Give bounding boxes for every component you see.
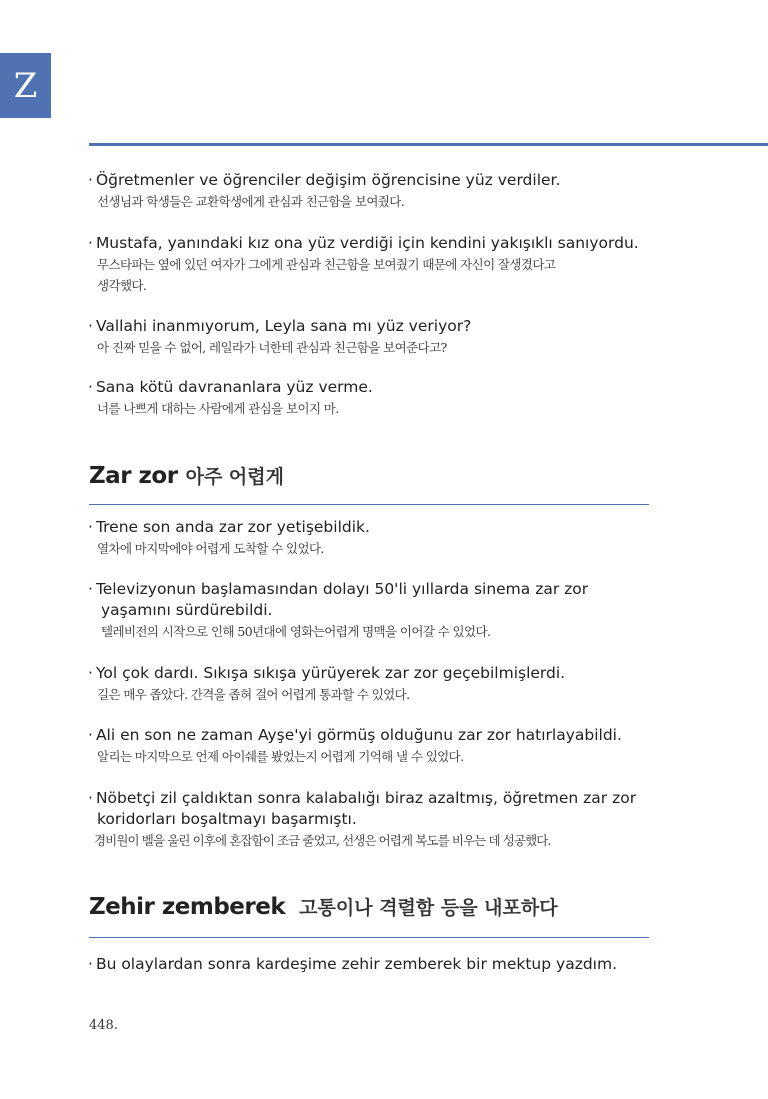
korean-translation: 경비원이 벨을 울린 이후에 혼잡함이 조금 줄었고, 선생은 어렵게 복도를 비우는 데 성공했다.	[94, 833, 551, 848]
section-gloss: 아주 어렵게	[185, 466, 284, 488]
example-item	[88, 377, 648, 419]
korean-translation: 선생님과 학생들은 교환학생에게 관심과 친근함을 보여줬다.	[97, 194, 405, 209]
example-item	[88, 233, 648, 296]
example-item	[88, 579, 648, 642]
turkish-sentence: · Mustafa, yanındaki kız ona yüz verdiği için kendini yakışıklı sanıyordu.	[88, 234, 639, 252]
top-divider	[89, 143, 768, 146]
example-item	[88, 517, 648, 559]
section-divider	[89, 504, 649, 505]
turkish-sentence-cont: yaşamını sürdürebildi.	[101, 601, 273, 619]
section-heading	[89, 462, 649, 489]
example-item	[88, 663, 648, 705]
korean-translation: 텔레비전의 시작으로 인해 50년대에 영화는어렵게 명맥을 이어갈 수 있었다.	[101, 624, 491, 639]
chapter-letter-tab: Z	[0, 53, 51, 118]
turkish-sentence: · Ali en son ne zaman Ayşe'yi görmüş olduğunu zar zor hatırlayabildi.	[88, 726, 622, 744]
page-number: 448.	[89, 1018, 118, 1033]
turkish-sentence: · Sana kötü davrananlara yüz verme.	[88, 378, 373, 396]
korean-translation: 아 진짜 믿을 수 없어, 레일라가 너한테 관심과 친근함을 보여준다고?	[97, 340, 447, 355]
example-item	[88, 788, 648, 851]
turkish-sentence: · Televizyonun başlamasından dolayı 50'li yıllarda sinema zar zor	[88, 580, 589, 598]
example-item	[88, 954, 648, 975]
section-gloss: 고통이나 격렬함 등을 내포하다	[299, 897, 558, 919]
turkish-sentence: · Vallahi inanmıyorum, Leyla sana mı yüz veriyor?	[88, 317, 472, 335]
turkish-sentence: · Öğretmenler ve öğrenciler değişim öğrencisine yüz verdiler.	[88, 171, 561, 189]
section-divider	[89, 937, 649, 938]
turkish-sentence: · Nöbetçi zil çaldıktan sonra kalabalığı biraz azaltmış, öğretmen zar zor	[88, 789, 637, 807]
korean-translation: 너를 나쁘게 대하는 사람에게 관심을 보이지 마.	[97, 401, 339, 416]
turkish-sentence: · Yol çok dardı. Sıkışa sıkışa yürüyerek zar zor geçebilmişlerdi.	[88, 664, 566, 682]
example-item	[88, 725, 648, 767]
section-term: Zar zor	[89, 463, 178, 489]
section-term: Zehir zemberek	[89, 894, 286, 920]
turkish-sentence: · Trene son anda zar zor yetişebildik.	[88, 518, 370, 536]
korean-translation-cont: 생각했다.	[97, 278, 147, 293]
example-item	[88, 170, 648, 212]
korean-translation: 알리는 마지막으로 언제 아이쉐를 봤었는지 어렵게 기억해 낼 수 있었다.	[97, 749, 464, 764]
korean-translation: 열차에 마지막에야 어렵게 도착할 수 있었다.	[97, 541, 324, 556]
turkish-sentence: · Bu olaylardan sonra kardeşime zehir zemberek bir mektup yazdım.	[88, 955, 617, 973]
example-item	[88, 316, 648, 358]
korean-translation: 길은 매우 좁았다. 간격을 좁혀 걸어 어렵게 통과할 수 있었다.	[97, 687, 410, 702]
section-heading	[89, 893, 649, 920]
korean-translation: 무스타파는 옆에 있던 여자가 그에게 관심과 친근함을 보여줬기 때문에 자신이 잘생겼다고	[97, 257, 556, 272]
turkish-sentence-cont: koridorları boşaltmayı başarmıştı.	[97, 810, 357, 828]
